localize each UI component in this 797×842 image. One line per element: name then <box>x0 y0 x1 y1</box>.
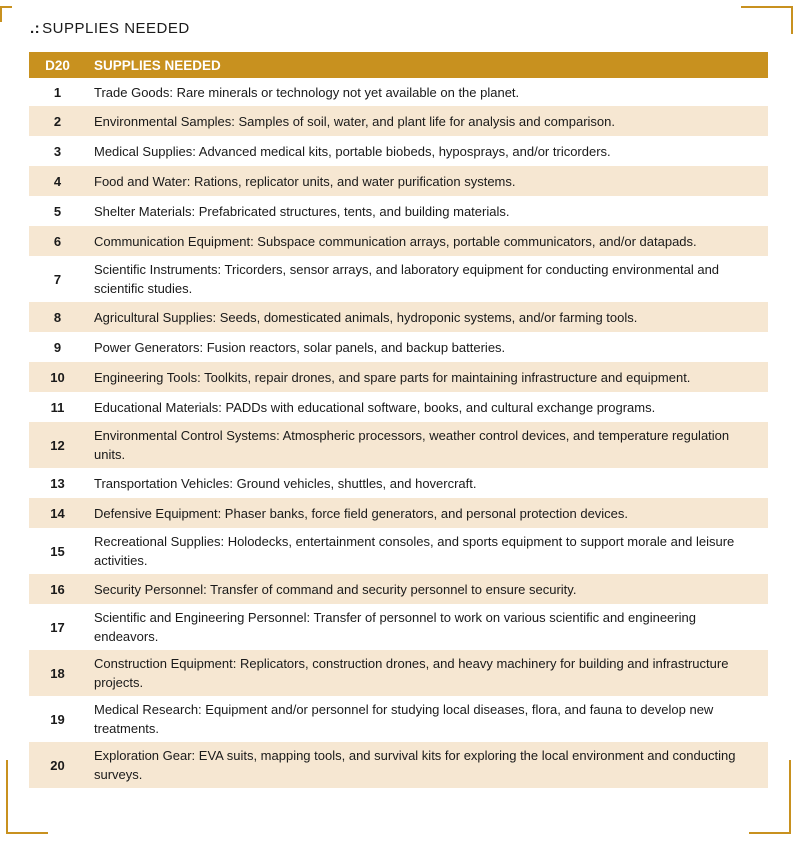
header-label: SUPPLIES NEEDED <box>94 57 221 73</box>
row-number: 4 <box>53 173 62 189</box>
table-row <box>29 106 768 136</box>
row-text: Engineering Tools: Toolkits, repair drones, and spare parts for maintaining infrastructure and equipment. <box>94 369 691 385</box>
row-text: Medical Supplies: Advanced medical kits, portable biobeds, hyposprays, and/or tricorders. <box>94 143 611 159</box>
corner-bracket-top-right <box>741 6 793 34</box>
row-number: 10 <box>50 369 65 385</box>
table-row <box>29 302 768 332</box>
row-number: 7 <box>53 271 62 287</box>
row-text: Exploration Gear: EVA suits, mapping tools, and survival kits for exploring the local environment and conducting surveys. <box>94 748 736 782</box>
row-text: Communication Equipment: Subspace communication arrays, portable communicators, and/or datapads. <box>94 233 697 249</box>
table-row <box>29 528 768 574</box>
header-die: D20 <box>45 57 70 73</box>
row-text: Construction Equipment: Replicators, construction drones, and heavy machinery for building and infrastructure projects. <box>94 656 729 690</box>
table-row <box>29 498 768 528</box>
row-number: 2 <box>53 113 62 129</box>
row-text: Food and Water: Rations, replicator units, and water purification systems. <box>94 173 516 189</box>
row-number: 19 <box>50 711 65 727</box>
row-text: Environmental Samples: Samples of soil, water, and plant life for analysis and comparison. <box>94 113 615 129</box>
table-row <box>29 226 768 256</box>
row-text: Trade Goods: Rare minerals or technology not yet available on the planet. <box>94 84 520 100</box>
supplies-table <box>29 52 768 788</box>
table-row <box>29 574 768 604</box>
table-row <box>29 392 768 422</box>
section-heading <box>30 20 190 37</box>
row-number: 16 <box>50 581 65 597</box>
table-row <box>29 196 768 226</box>
row-text: Shelter Materials: Prefabricated structures, tents, and building materials. <box>94 203 510 219</box>
table-row <box>29 78 768 106</box>
row-number: 8 <box>53 309 62 325</box>
row-text: Medical Research: Equipment and/or personnel for studying local diseases, flora, and fauna to develop new treatments. <box>94 702 714 736</box>
row-number: 14 <box>50 505 65 521</box>
table-body <box>29 78 768 788</box>
table-row <box>29 468 768 498</box>
table-row <box>29 166 768 196</box>
row-number: 11 <box>50 399 65 415</box>
table-row <box>29 136 768 166</box>
row-text: Educational Materials: PADDs with educational software, books, and cultural exchange programs. <box>94 399 656 415</box>
row-number: 20 <box>50 757 65 773</box>
row-number: 1 <box>53 84 62 100</box>
table-row <box>29 332 768 362</box>
row-text: Scientific and Engineering Personnel: Transfer of personnel to work on various scientific and engineering endeavors. <box>94 610 696 644</box>
row-text: Environmental Control Systems: Atmospheric processors, weather control devices, and temperature regulation units. <box>94 428 730 462</box>
row-text: Power Generators: Fusion reactors, solar panels, and backup batteries. <box>94 339 506 355</box>
row-number: 9 <box>53 339 62 355</box>
table-row <box>29 604 768 650</box>
row-number: 15 <box>50 543 65 559</box>
heading-title: SUPPLIES NEEDED <box>42 20 190 37</box>
corner-bracket-top-left <box>0 6 12 22</box>
row-number: 18 <box>50 665 65 681</box>
row-text: Transportation Vehicles: Ground vehicles, shuttles, and hovercraft. <box>94 475 477 491</box>
row-text: Defensive Equipment: Phaser banks, force field generators, and personal protection devices. <box>94 505 629 521</box>
row-text: Scientific Instruments: Tricorders, sensor arrays, and laboratory equipment for conducting environmental and scientific studies. <box>94 262 720 296</box>
row-text: Security Personnel: Transfer of command and security personnel to ensure security. <box>94 581 577 597</box>
table-row <box>29 422 768 468</box>
row-text: Agricultural Supplies: Seeds, domesticated animals, hydroponic systems, and/or farming tools. <box>94 309 638 325</box>
row-number: 6 <box>53 233 62 249</box>
table-row <box>29 362 768 392</box>
table-row <box>29 650 768 696</box>
table-row <box>29 742 768 788</box>
row-number: 13 <box>50 475 65 491</box>
heading-marker: .: <box>30 20 41 37</box>
row-text: Recreational Supplies: Holodecks, entertainment consoles, and sports equipment to support morale and leisure activities. <box>94 534 735 568</box>
row-number: 12 <box>50 437 65 453</box>
row-number: 3 <box>53 143 62 159</box>
row-number: 5 <box>53 203 62 219</box>
table-row <box>29 696 768 742</box>
row-number: 17 <box>50 619 65 635</box>
table-header <box>29 52 768 78</box>
table-row <box>29 256 768 302</box>
